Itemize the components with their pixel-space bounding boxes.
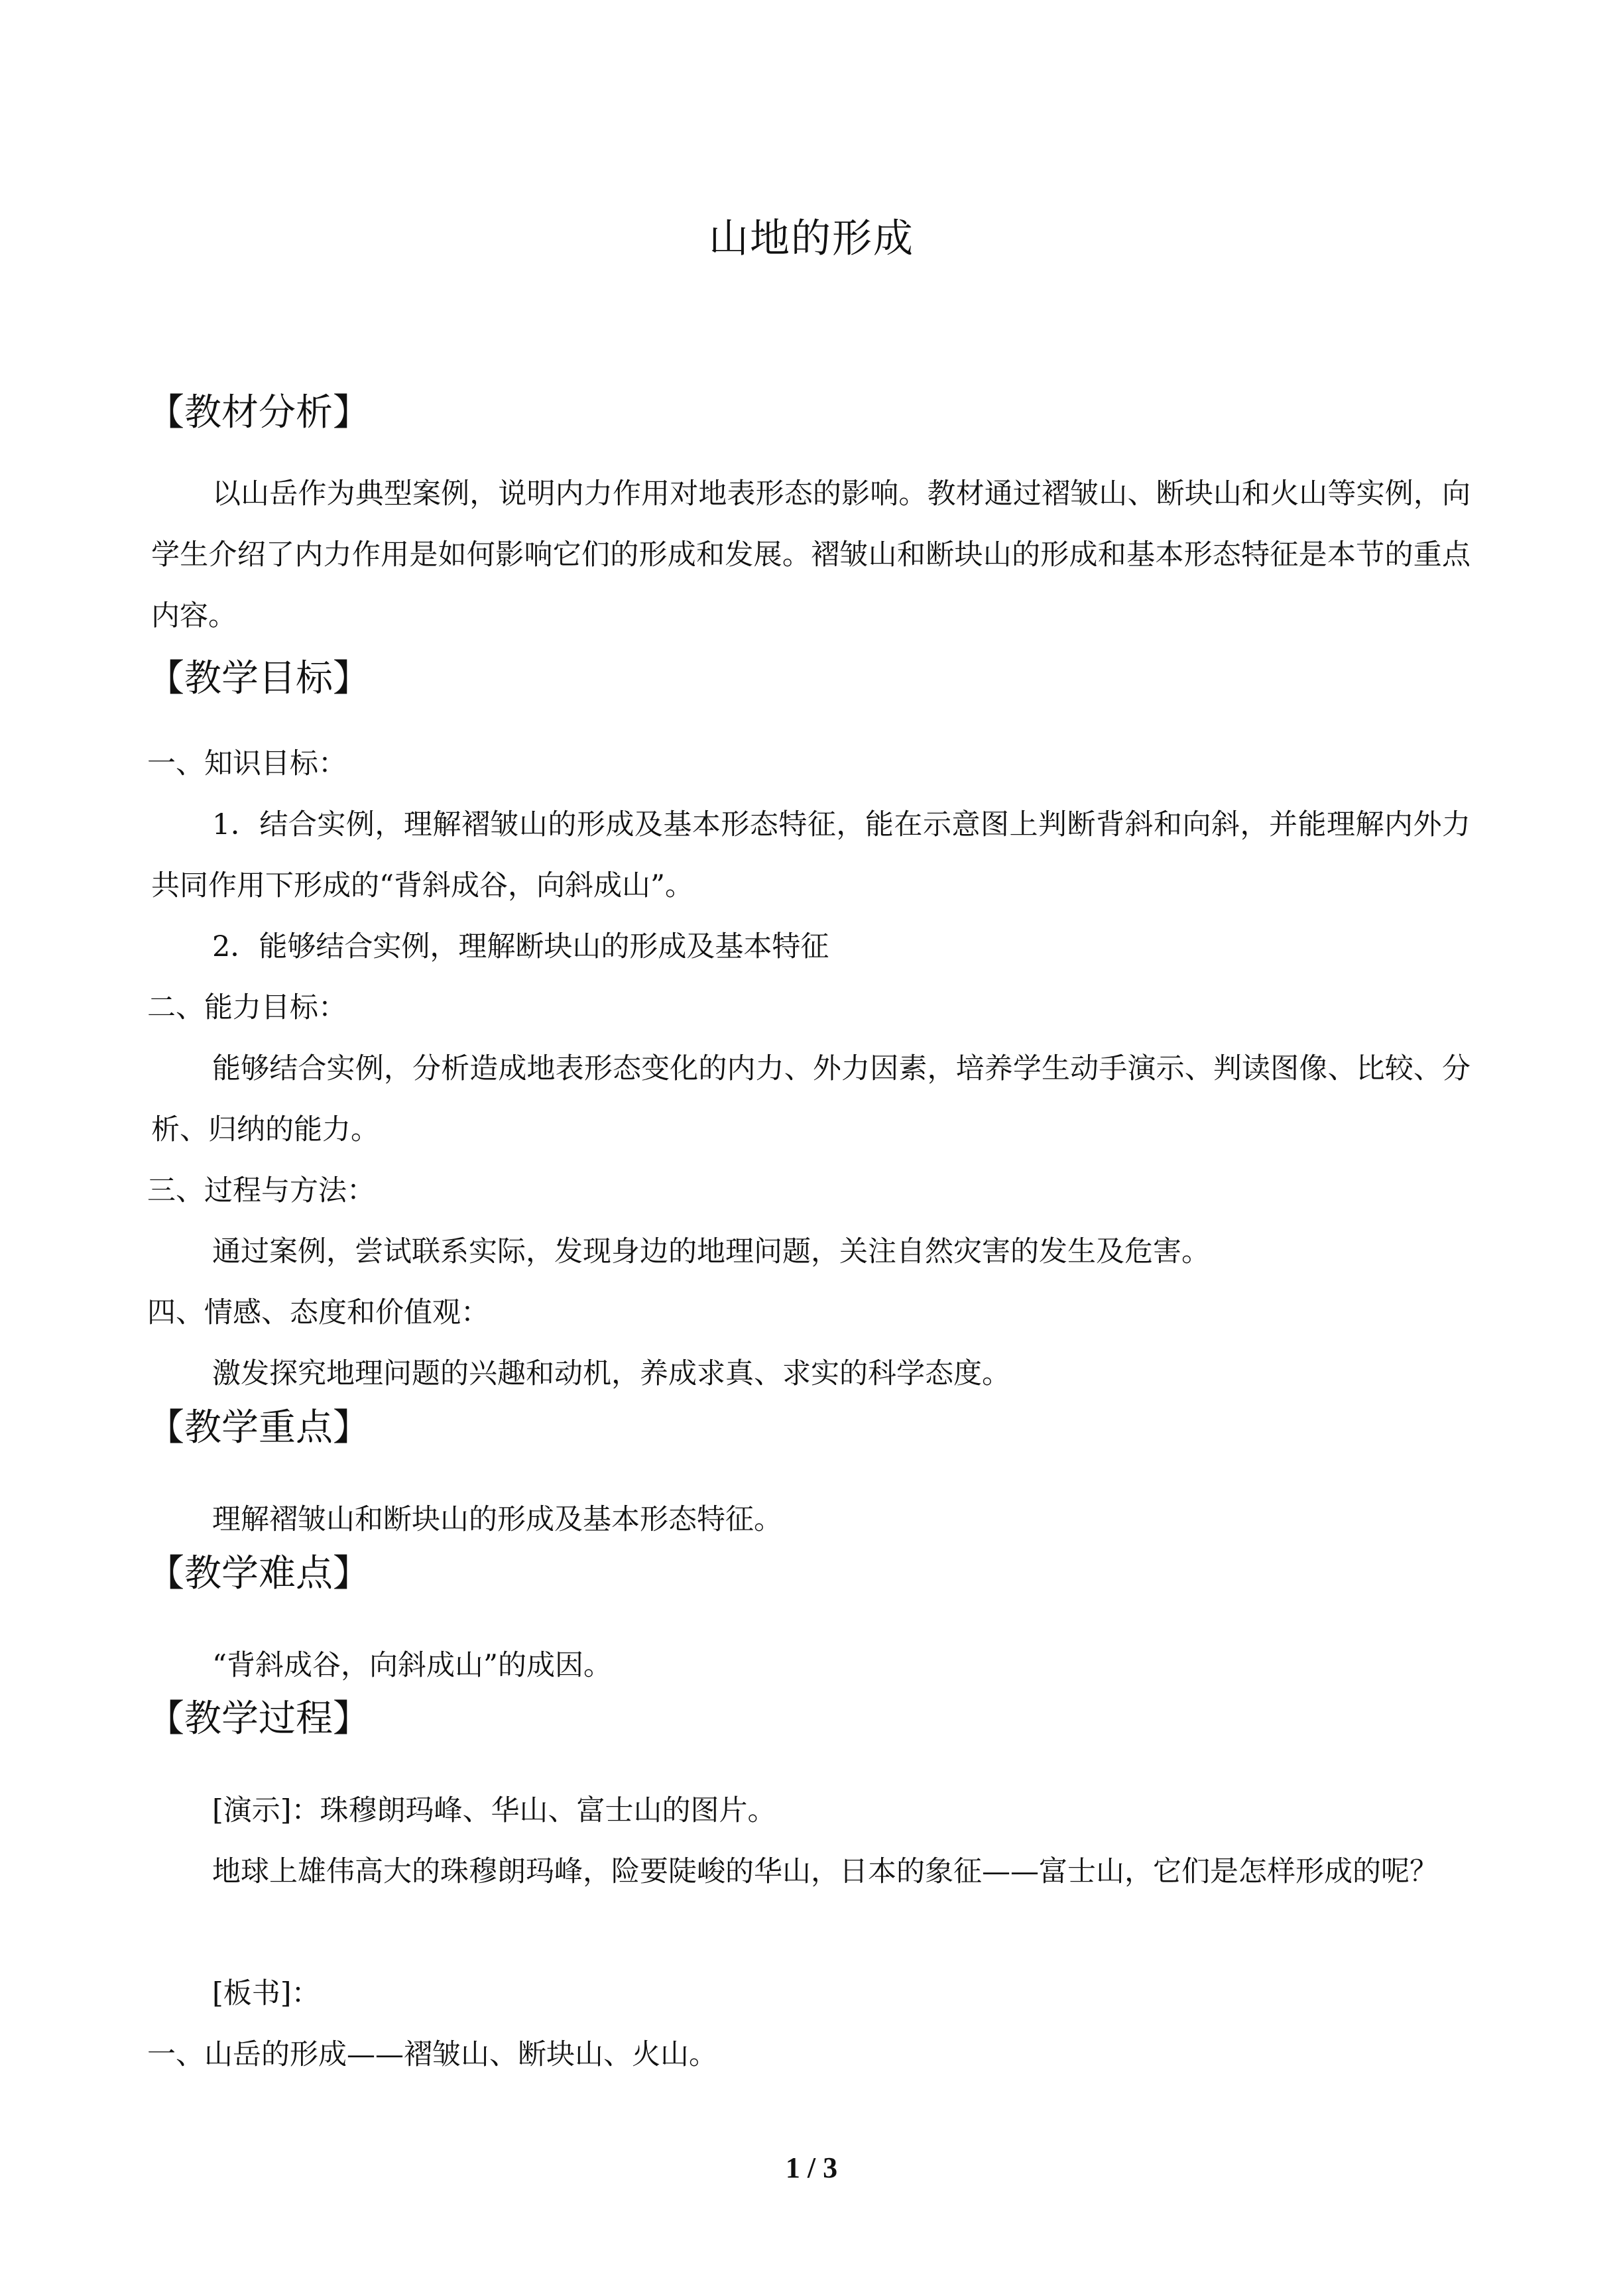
process-text: 通过案例，尝试联系实际，发现身边的地理问题，关注自然灾害的发生及危害。	[212, 1235, 1210, 1268]
knowledge-label: 一、知识目标：	[147, 747, 347, 780]
difficulty-text: “背斜成谷，向斜成山”的成因。	[212, 1649, 612, 1682]
process-intro: 地球上雄伟高大的珠穆朗玛峰，险要陡峻的华山，日本的象征——富士山，它们是怎样形成的呢？	[212, 1855, 1438, 1888]
ability-text: 能够结合实例，分析造成地表形态变化的内力、外力因素，培养学生动手演示、判读图像、比较、分析、归纳的能力。	[151, 1052, 1471, 1146]
analysis-paragraph: 以山岳作为典型案例，说明内力作用对地表形态的影响。教材通过褶皱山、断块山和火山等实例，向学生介绍了内力作用是如何影响它们的形成和发展。褶皱山和断块山的形成和基本形态特征是本节的重点内容。	[151, 477, 1471, 633]
page-title: 山地的形成	[709, 215, 914, 262]
process-board: [板书]：	[212, 1977, 320, 2010]
emotion-label: 四、情感、态度和价值观：	[147, 1296, 489, 1329]
page-number: 1 / 3	[785, 2151, 838, 2184]
heading-difficulty: 【教学难点】	[147, 1552, 370, 1595]
process-label: 三、过程与方法：	[147, 1174, 375, 1207]
process-board-item: 一、山岳的形成——褶皱山、断块山、火山。	[147, 2038, 717, 2071]
key-point-text: 理解褶皱山和断块山的形成及基本形态特征。	[212, 1503, 782, 1536]
knowledge-item-1: 1．结合实例，理解褶皱山的形成及基本形态特征，能在示意图上判断背斜和向斜，并能理解内外力共同作用下形成的“背斜成谷，向斜成山”。	[151, 808, 1471, 902]
ability-label: 二、能力目标：	[147, 991, 347, 1024]
knowledge-item-2: 2．能够结合实例，理解断块山的形成及基本特征	[212, 930, 829, 963]
heading-key-point: 【教学重点】	[147, 1406, 370, 1449]
process-demo: [演示]：珠穆朗玛峰、华山、富士山的图片。	[212, 1794, 776, 1827]
heading-process: 【教学过程】	[147, 1697, 370, 1740]
heading-objectives: 【教学目标】	[147, 657, 370, 700]
emotion-text: 激发探究地理问题的兴趣和动机，养成求真、求实的科学态度。	[212, 1357, 1010, 1390]
heading-analysis: 【教材分析】	[147, 391, 370, 434]
